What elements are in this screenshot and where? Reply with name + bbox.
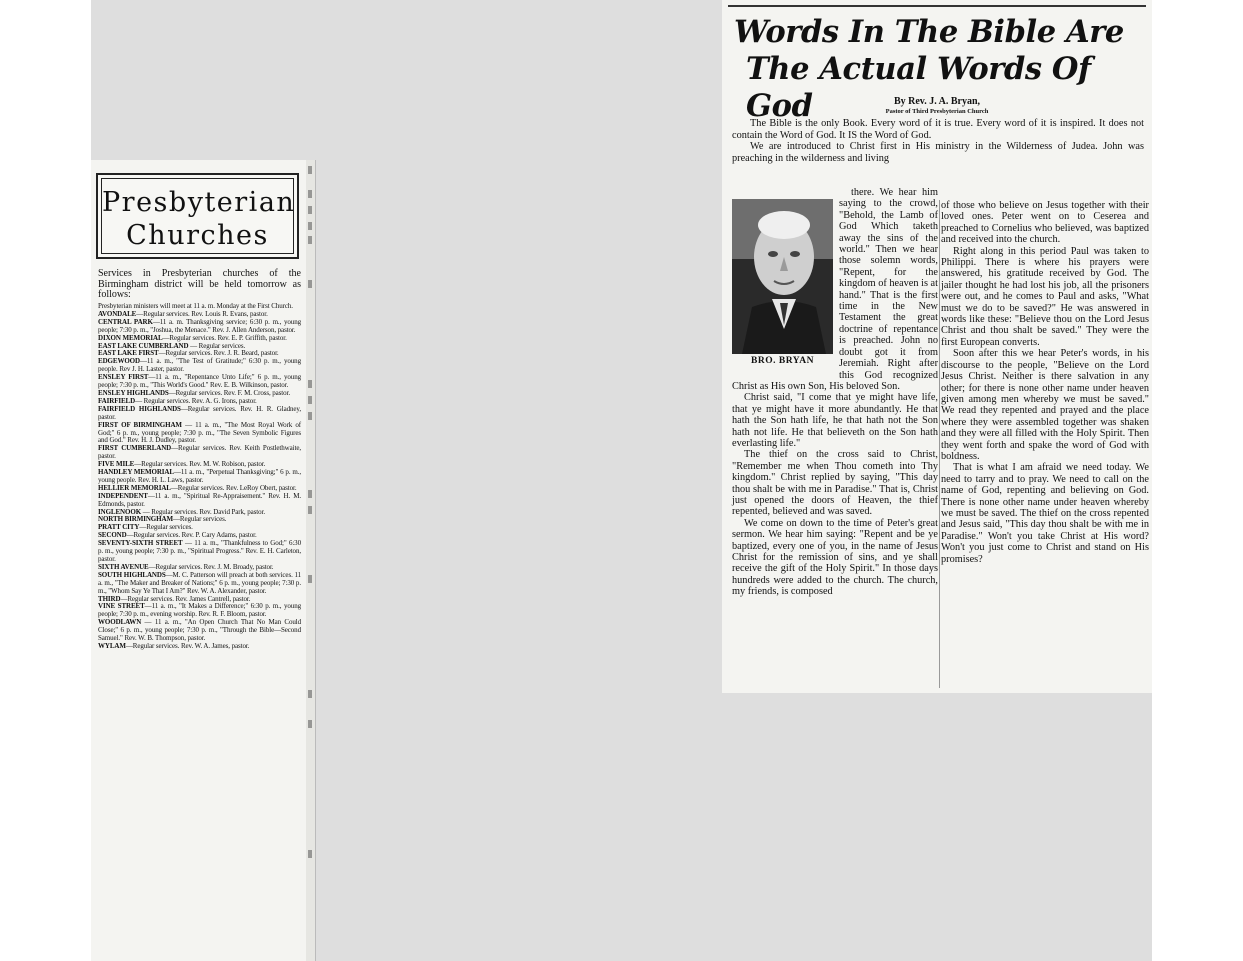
church-listing [98,572,301,596]
church-name: INDEPENDENT [98,491,148,500]
church-listing [98,619,301,643]
church-name: WYLAM [98,641,126,650]
church-listing [98,540,301,564]
byline: By Rev. J. A. Bryan, [893,96,981,107]
church-name: EAST LAKE FIRST [98,349,159,358]
church-name: HELLIER MEMORIAL [98,483,171,492]
article-paragraph: Right along in this period Paul was taken to Philippi. There is where his prayers were answered, his gratitude received by God. The jailer thought he had lost his job, all the prisoners were out, and he comes to Paul and asks, "What must we do to be saved?" He was answered in words like these: "Believe thou on the Lord Jesus Christ and thou shalt be saved." They were the first European converts. [941,245,1149,348]
church-name: PRATT CITY [98,523,140,532]
church-service-details: —Regular services. Rev. H. R. Gladney, pastor. [98,404,302,421]
church-listing [98,643,301,651]
lead-paragraph: We are introduced to Christ first in His ministry in the Wilderness of Judea. John was preaching in the wilderness and living [732,141,1144,164]
article-paragraph: Soon after this we hear Peter's words, in his discourse to the people, "Believe on the Lord Jesus Christ. Neither is there salvation in any other; for there is none other name under heaven given among men whereby we must be saved." We read they repented and prayed and the place where they were assembled together was shaken and they were all filled with the Holy Spirit. Then they went forth and spake the word of God with boldness. [941,348,1149,462]
church-service-details: —Regular services. Rev. E. P. Griffith, pastor. [162,333,287,342]
byline-title: Pastor of Third Presbyterian Church [885,108,989,115]
church-name: SOUTH HIGHLANDS [98,570,166,579]
article-paragraph: We come on down to the time of Peter's great sermon. We hear him saying: "Repent and be ye baptized, every one of you, in the name of Jesus Christ for the remission of sins, and ye shall receive the gift of the Holy Spirit." In those days hundreds were added to the church. The church, my friends, is composed [732,517,938,598]
church-listing [98,422,301,446]
church-service-details: —Regular services. Rev. M. W. Robison, pastor. [134,460,266,469]
church-service-details: —11 a. m., "The Test of Gratitude;" 6:30 p. m., young people. Rev J. H. Laster, pastor. [98,357,301,374]
church-name: NORTH BIRMINGHAM [98,515,173,524]
church-listings [98,303,301,651]
church-service-details: —Regular services. [172,515,227,524]
church-service-details: —Regular services. Rev. P. Cary Adams, pastor. [126,531,257,540]
church-name: WOODLAWN [98,618,142,627]
church-service-details: —Regular services. Rev. Louis R. Evans, pastor. [136,309,268,318]
headline-line1: Words In The Bible Are [734,14,1124,50]
church-name: VINE STREET [98,602,145,611]
services-intro: Services in Presbyterian churches of the Birmingham district will be held tomorrow as follows: [98,268,301,300]
church-listing [98,493,301,509]
church-name: FIRST CUMBERLAND [98,444,172,453]
church-name: SIXTH AVENUE [98,562,149,571]
church-service-details: — 11 a. m., "The Most Royal Work of God;" 6 p. m., young people; 7:30 p. m., "The Seven Symbolic Figures and God." Rev. H. J. Dudley, pastor. [98,420,301,445]
church-name: FAIRFIELD [98,396,136,405]
section-heading-line2: Churches [126,220,269,251]
church-name: ENSLEY FIRST [98,373,149,382]
church-service-details: — 11 a. m., "Thankfulness to God;" 6:30 p. m., young people; 7:30 p. m., "Spiritual Progress." Rev. E. H. Carleton, pastor. [98,539,301,563]
church-name: FIVE MILE [98,460,135,469]
top-rule [728,5,1146,7]
church-name: HANDLEY MEMORIAL [98,468,174,477]
church-name: AVONDALE [98,309,137,318]
church-service-details: —11 a. m. Thanksgiving service; 6:30 p. m., young people; 7:30 p. m., "Joshua, the Menace." Rev. J. Allen Anderson, pastor. [98,317,301,334]
church-service-details: —Regular services. [139,523,193,532]
section-heading-box [96,173,299,259]
church-service-details: Presbyterian ministers will meet at 11 a. m. Monday at the First Church. [98,302,293,310]
church-service-details: —Regular services. Rev. W. A. James, pastor. [125,641,250,650]
church-name: SEVENTY-SIXTH STREET [98,539,183,548]
church-service-details: —11 a. m., "Perpetual Thanksgiving;" 6 p. m., young people. Rev. H. L. Laws, pastor. [98,468,301,484]
bible-article-clipping [722,0,1152,693]
church-listing [98,469,301,485]
church-service-details: —Regular services. Rev. James Cantrell, pastor. [120,594,251,603]
church-listing [98,319,301,335]
article-paragraph: there. We hear him saying to the crowd, "Behold, the Lamb of God Which taketh away the sins of the world." Then we hear those solemn words, "Repent, for the kingdom of heaven is at hand." That is the first time in the New Testament the great doctrine of repentance is preached. John no doubt got it from Jeremiah. Right after this God recognized Christ as His own Son, His beloved Son. [732,187,938,392]
church-name: ENSLEY HIGHLANDS [98,388,169,397]
church-listing [98,358,301,374]
church-service-details: —Regular services. Rev. J. R. Beard, pastor. [158,349,279,358]
church-service-details: — Regular services. [188,341,246,350]
article-paragraph: That is what I am afraid we need today. We need to tarry and to pray. We need to call on the name of God, repenting and believing on God. There is none other name under heaven whereby we must be saved. The thief on the cross repented and Jesus said, "This day thou shalt be with me in Paradise." Won't you take Christ at His word? Won't you just come to Christ and stand on His promises? [941,462,1149,565]
presbyterian-churches-clipping [91,160,316,961]
church-name: FAIRFIELD HIGHLANDS [98,404,181,413]
church-service-details: —11 a. m., "Repentance Unto Life;" 6 p. m., young people; 7:30 p. m., "This World's Good." Rev. E. B. Wilkinson, pastor. [98,373,301,390]
church-service-details: —M. C. Patterson will preach at both services. 11 a. m., "The Maker and Breaker of Nations;" 6 p. m., young people; 7:30 p. m., "Whom Say Ye That I Am?" Rev. W. A. Alexander, pastor. [98,570,301,595]
adjacent-column-edge [306,160,315,961]
photo-block [732,187,835,374]
article-column-1 [732,187,938,598]
article-column-2 [941,200,1149,565]
church-name: INGLENOOK [98,507,142,516]
church-listing [98,374,301,390]
photo-caption: BRO. BRYAN [751,356,814,366]
church-name: FIRST OF BIRMINGHAM [98,420,182,429]
church-name: EDGEWOOD [98,357,140,366]
church-name: CENTRAL PARK [98,317,153,326]
church-service-details: —11 a. m., "It Makes a Difference;" 6:30 p. m., young people; 7:30 p. m., evening worship. Rev. R. F. Bloom, pastor. [98,602,301,619]
church-name: EAST LAKE CUMBERLAND [98,341,189,350]
column-divider [939,200,940,688]
section-heading-line1: Presbyterian [102,187,296,218]
church-service-details: — 11 a. m., "An Open Church That No Man Could Close;" 6 p. m., young people; 7:30 p. m., "Through the Bible—Second Samuel." Rev. W. B. Thompson, pastor. [98,618,301,643]
article-lead [732,118,1144,164]
church-name: SECOND [98,531,127,540]
church-service-details: —Regular services. Rev. F. M. Cross, pastor. [168,388,291,397]
bro-bryan-portrait [732,199,833,354]
church-service-details: — Regular services. Rev. A. G. Irons, pastor. [135,396,257,405]
church-service-details: — Regular services. Rev. David Park, pastor. [141,507,265,516]
church-listing [98,603,301,619]
church-service-details: —11 a. m., "Spiritual Re-Appraisement." Rev. H. M. Edmonds, pastor. [98,491,301,508]
church-listing [98,445,301,461]
lead-paragraph: The Bible is the only Book. Every word of it is true. Every word of it is inspired. It does not contain the Word of God. It IS the Word of God. [732,118,1144,141]
church-service-details: —Regular services. Rev. J. M. Broady, pastor. [148,562,274,571]
headline-line2: The Actual Words Of God [746,51,1091,124]
church-name: DIXON MEMORIAL [98,333,163,342]
church-name: THIRD [98,594,121,603]
article-paragraph: of those who believe on Jesus together with their loved ones. Peter went on to Ceserea and preached to Cornelius who believed, was baptized and received into the church. [941,200,1149,246]
church-service-details: —Regular services. Rev. Keith Postlethwaite, pastor. [98,444,301,461]
article-paragraph: The thief on the cross said to Christ, "Remember me when Thou cometh into Thy kingdom." Christ replied by saying, "This day thou shalt be with me in Paradise." That is, Christ just opened the doors of Heaven, the thief repented, believed and was saved. [732,449,938,518]
church-listing [98,406,301,422]
article-paragraph: Christ said, "I come that ye might have life, that ye might have it more abundantly. He that hath the Son hath life, he that hath not the Son hath not life. He that believeth on the Son hath everlasting life." [732,392,938,449]
church-service-details: —Regular services. Rev. LeRoy Obert, pastor. [170,483,297,492]
